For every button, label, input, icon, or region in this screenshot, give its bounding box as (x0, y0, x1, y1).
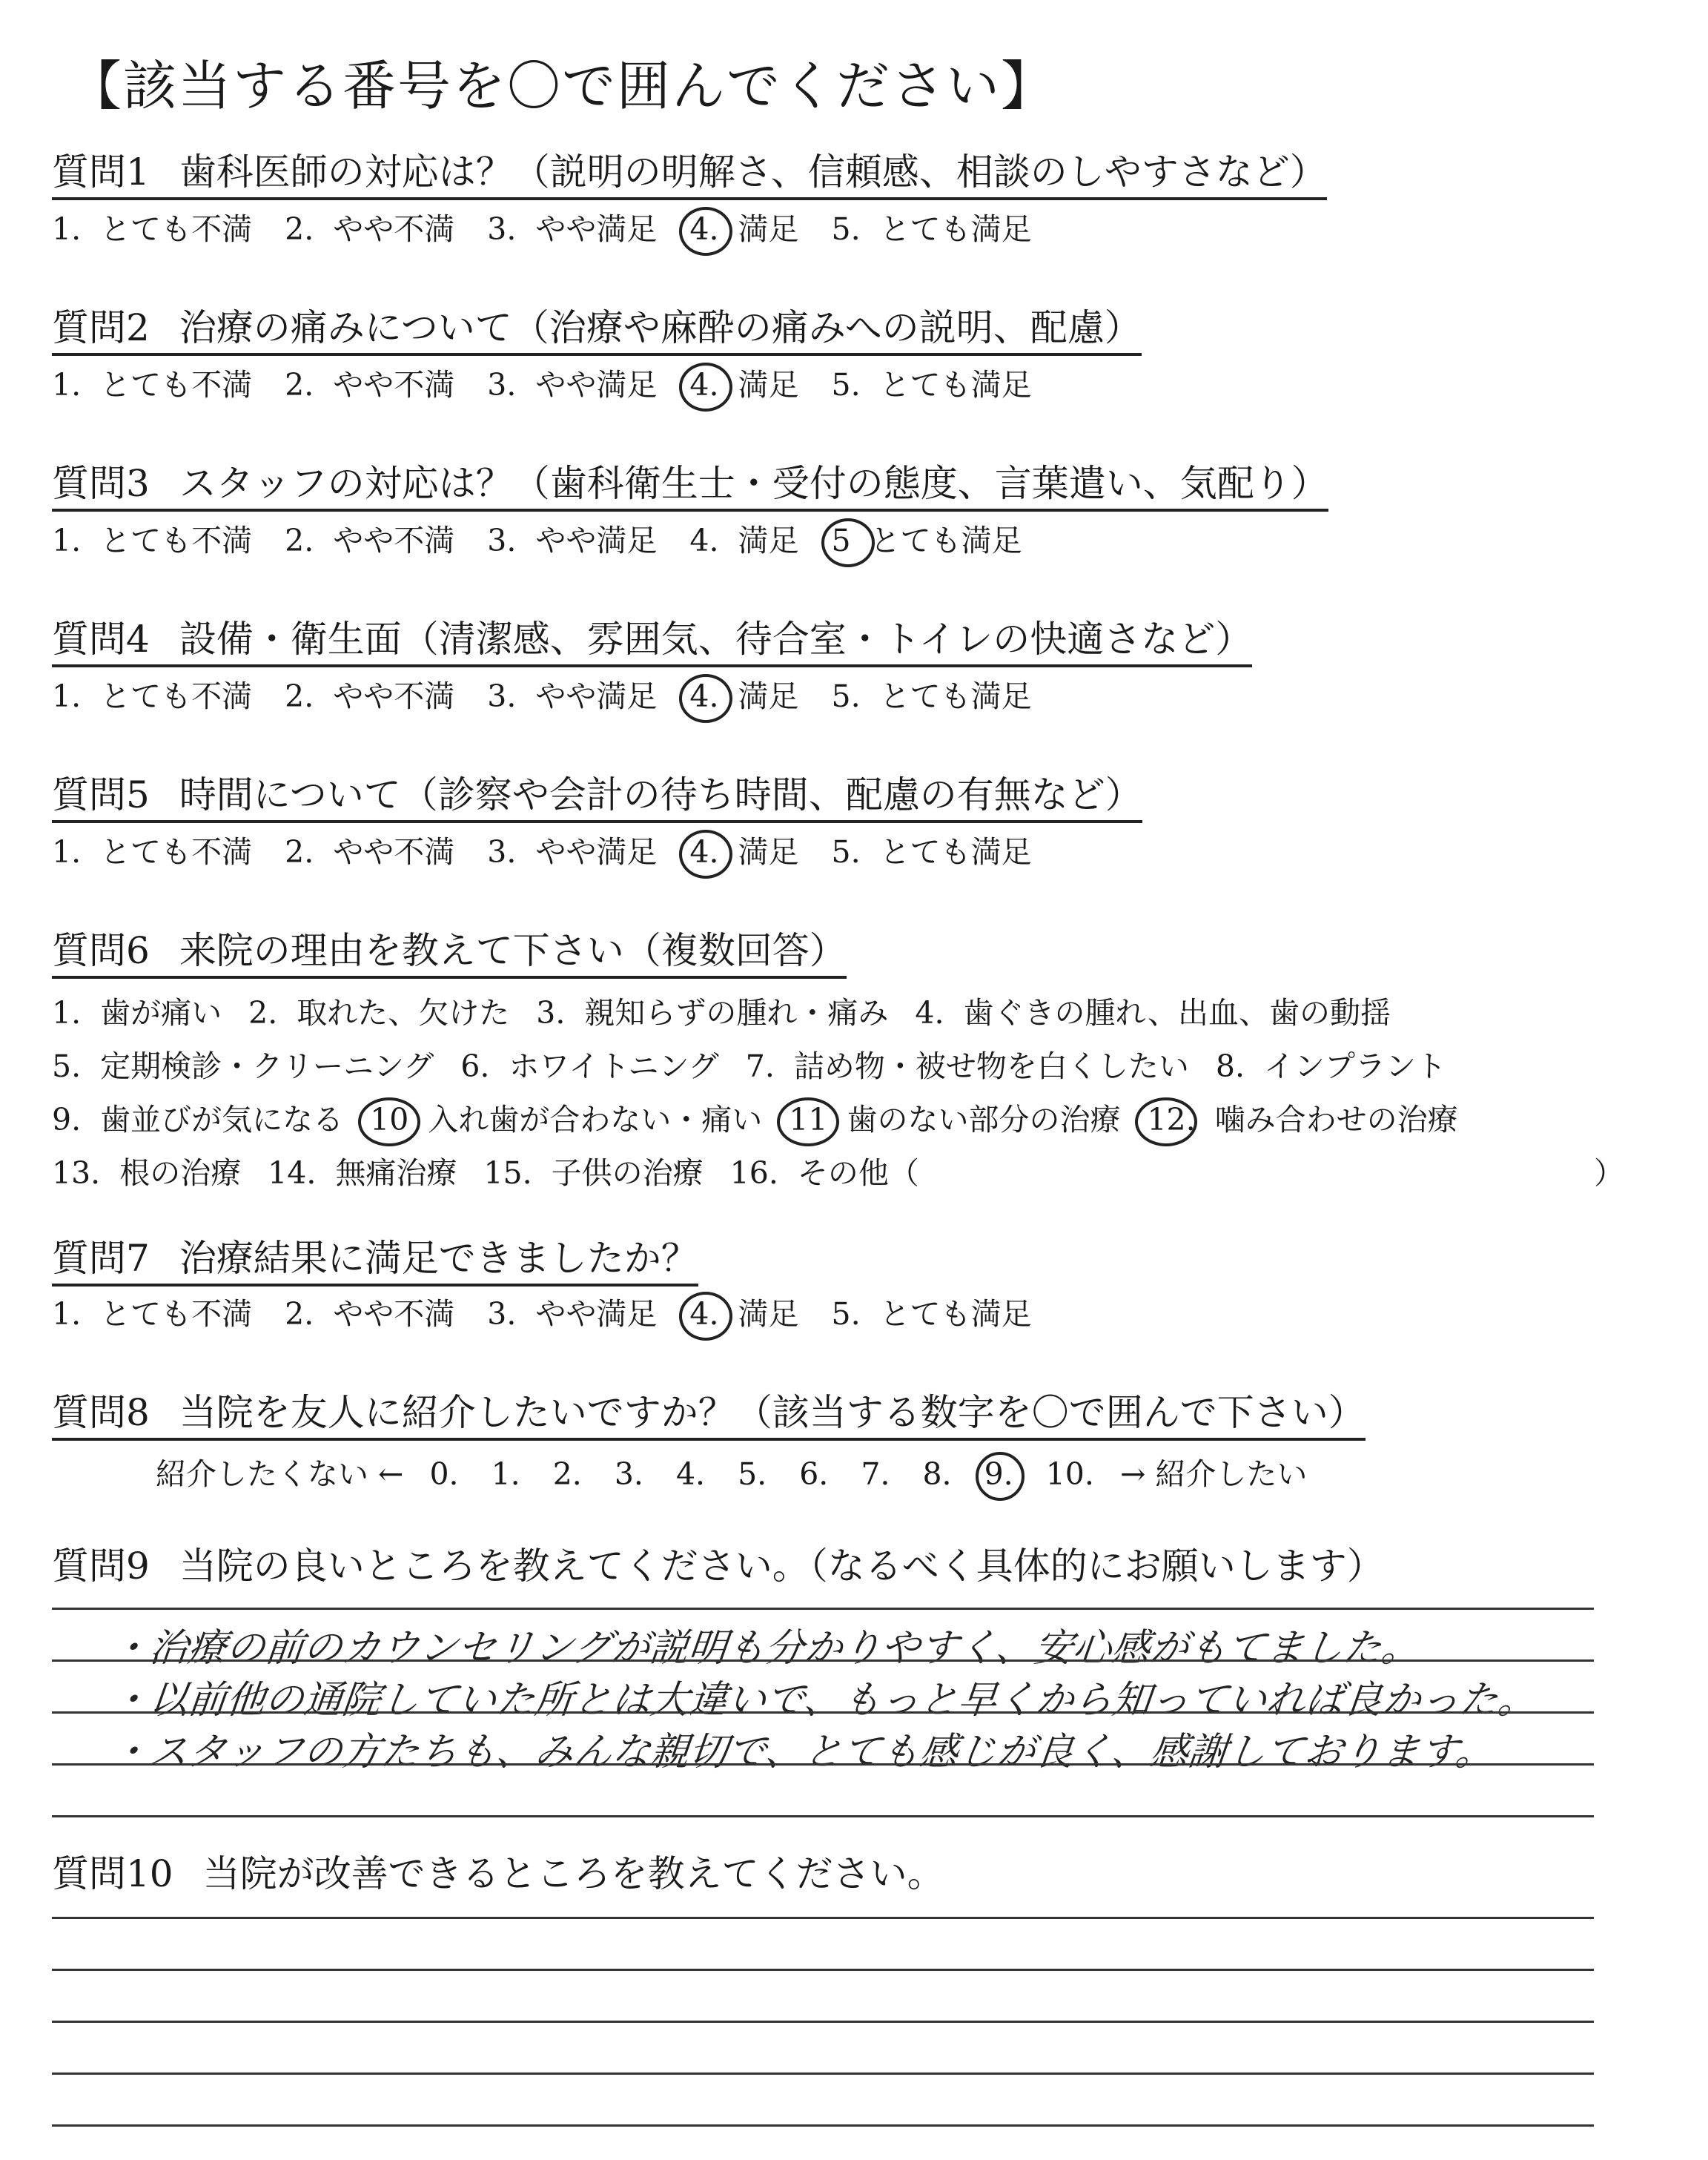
rating-options-q4 (52, 678, 1065, 715)
question-8 (52, 1393, 1366, 1441)
question-text: 当院を友人に紹介したいですか？（該当する数字を〇で囲んで下さい） (179, 1391, 1366, 1434)
reason-row-2 (52, 1042, 1473, 1086)
question-2 (52, 308, 1142, 356)
rating-option-5[interactable]: 5. とても満足 (831, 678, 1032, 714)
question-number: 質問5 (52, 773, 150, 816)
question-number: 質問6 (52, 929, 150, 972)
question-number: 質問10 (52, 1852, 173, 1895)
answer-line[interactable] (52, 1969, 1594, 1971)
other-close-paren: ） (1594, 1155, 1624, 1191)
question-text: 来院の理由を教えて下さい（複数回答） (179, 929, 847, 972)
rating-option-4-selected[interactable]: 4. 満足 (689, 1296, 799, 1332)
reason-row-1 (52, 988, 1417, 1032)
scale-value[interactable]: 8. (922, 1456, 952, 1492)
reason-option[interactable]: 3. 親知らずの腫れ・痛み (536, 995, 889, 1031)
rating-option-4[interactable]: 4. 満足 (689, 523, 799, 558)
reason-option[interactable]: 2. 取れた、欠けた (248, 995, 510, 1031)
scale-value[interactable]: 1. (491, 1456, 520, 1492)
question-9 (52, 1546, 1384, 1591)
scale-value[interactable]: 6. (799, 1456, 829, 1492)
scale-value[interactable]: 0. (429, 1456, 459, 1492)
question-text: スタッフの対応は？（歯科衛生士・受付の態度、言葉遣い、気配り） (179, 462, 1328, 505)
rating-option-2[interactable]: 2. やや不満 (285, 523, 455, 558)
answer-line[interactable] (52, 2021, 1594, 2023)
rating-option-4-selected[interactable]: 4. 満足 (689, 211, 799, 247)
rating-option-5-selected[interactable]: 5 とても満足 (831, 523, 1022, 558)
reason-option[interactable]: 7. 詰め物・被せ物を白くしたい (745, 1048, 1189, 1084)
question-number: 質問1 (52, 151, 150, 194)
scale-value[interactable]: 7. (861, 1456, 890, 1492)
scale-right-label: → 紹介したい (1119, 1456, 1308, 1492)
question-1 (52, 152, 1327, 200)
rating-option-4-selected[interactable]: 4. 満足 (689, 834, 799, 870)
answer-line[interactable] (52, 1815, 1594, 1817)
question-number: 質問3 (52, 462, 150, 505)
answer-line[interactable] (52, 2073, 1594, 2075)
handwritten-answer: ・治療の前のカウンセリングが説明も分かりやすく、安心感がもてました。 (108, 1626, 1423, 1671)
handwritten-answer: ・以前他の通院していた所とは大違いで、もっと早くから知っていれば良かった。 (108, 1678, 1539, 1723)
reason-option-selected[interactable]: 10 入れ歯が合わない・痛い (370, 1102, 763, 1137)
rating-option-3[interactable]: 3. やや満足 (487, 834, 658, 870)
rating-option-5[interactable]: 5. とても満足 (831, 211, 1032, 247)
rating-option-1[interactable]: 1. とても不満 (52, 1296, 253, 1332)
rating-option-2[interactable]: 2. やや不満 (285, 1296, 455, 1332)
reason-option[interactable]: 9. 歯並びが気になる (52, 1102, 344, 1137)
question-text: 当院が改善できるところを教えてください。 (202, 1852, 944, 1895)
reason-option[interactable]: 14. 無痛治療 (268, 1155, 457, 1191)
scale-value[interactable]: 5. (738, 1456, 767, 1492)
question-6 (52, 931, 847, 979)
question-text: 治療の痛みについて（治療や麻酔の痛みへの説明、配慮） (179, 306, 1142, 349)
reason-option[interactable]: 4. 歯ぐきの腫れ、出血、歯の動揺 (915, 995, 1391, 1031)
question-3 (52, 463, 1328, 512)
recommend-scale (156, 1450, 1307, 1493)
question-text: 設備・衛生面（清潔感、雰囲気、待合室・トイレの快適さなど） (179, 618, 1253, 661)
rating-option-3[interactable]: 3. やや満足 (487, 523, 658, 558)
rating-option-3[interactable]: 3. やや満足 (487, 211, 658, 247)
scale-value[interactable]: 4. (675, 1456, 706, 1492)
question-5 (52, 775, 1142, 823)
reason-option-selected[interactable]: 12. 噛み合わせの治療 (1147, 1102, 1458, 1137)
question-number: 質問8 (52, 1391, 150, 1434)
question-10 (52, 1854, 944, 1899)
rating-options-q7 (52, 1296, 1065, 1332)
reason-row-4 (52, 1149, 946, 1192)
reason-option-other[interactable]: 16. その他（ (729, 1155, 919, 1191)
rating-option-1[interactable]: 1. とても不満 (52, 211, 253, 247)
reason-option[interactable]: 1. 歯が痛い (52, 995, 222, 1031)
answer-line (52, 1608, 1594, 1610)
rating-options-q2 (52, 367, 1065, 403)
question-text: 歯科医師の対応は？（説明の明解さ、信頼感、相談のしやすさなど） (179, 151, 1327, 194)
answer-line (52, 1763, 1594, 1766)
rating-option-3[interactable]: 3. やや満足 (487, 367, 658, 403)
rating-option-4-selected[interactable]: 4. 満足 (689, 678, 799, 714)
rating-option-1[interactable]: 1. とても不満 (52, 678, 253, 714)
rating-option-1[interactable]: 1. とても不満 (52, 834, 253, 870)
question-text: 当院の良いところを教えてください。（なるべく具体的にお願いします） (179, 1545, 1384, 1588)
reason-row-3 (52, 1095, 1485, 1139)
question-number: 質問2 (52, 306, 150, 349)
reason-option[interactable]: 13. 根の治療 (52, 1155, 242, 1191)
rating-option-1[interactable]: 1. とても不満 (52, 523, 253, 558)
scale-value[interactable]: 3. (614, 1456, 643, 1492)
scale-value[interactable]: 2. (552, 1456, 582, 1492)
rating-option-2[interactable]: 2. やや不満 (285, 678, 455, 714)
reason-option[interactable]: 5. 定期検診・クリーニング (52, 1048, 434, 1084)
question-number: 質問9 (52, 1545, 150, 1588)
answer-line[interactable] (52, 2124, 1594, 2127)
question-number: 質問7 (52, 1237, 150, 1280)
handwritten-answer: ・スタッフの方たちも、みんな親切で、とても感じが良く、感謝しております。 (108, 1730, 1497, 1774)
rating-option-3[interactable]: 3. やや満足 (487, 678, 658, 714)
question-7 (52, 1238, 698, 1287)
question-text: 時間について（診察や会計の待ち時間、配慮の有無など） (179, 773, 1142, 816)
scale-value-selected[interactable]: 9. (984, 1456, 1013, 1492)
rating-option-5[interactable]: 5. とても満足 (831, 834, 1032, 870)
rating-option-3[interactable]: 3. やや満足 (487, 1296, 658, 1332)
scale-left-label: 紹介したくない ← (156, 1456, 404, 1492)
rating-options-q3 (52, 523, 1055, 559)
answer-line (52, 1711, 1594, 1714)
rating-option-4-selected[interactable]: 4. 満足 (689, 367, 799, 403)
rating-options-q1 (52, 211, 1065, 248)
answer-line[interactable] (52, 1917, 1594, 1919)
rating-option-5[interactable]: 5. とても満足 (831, 1296, 1032, 1332)
rating-option-2[interactable]: 2. やや不満 (285, 834, 455, 870)
question-text: 治療結果に満足できましたか？ (179, 1237, 698, 1280)
question-4 (52, 619, 1252, 667)
reason-option[interactable]: 15. 子供の治療 (483, 1155, 704, 1191)
page-title: 【該当する番号を〇で囲んでください】 (68, 55, 1056, 117)
answer-line (52, 1659, 1594, 1662)
reason-option-selected[interactable]: 11 歯のない部分の治療 (789, 1102, 1121, 1137)
rating-option-1[interactable]: 1. とても不満 (52, 367, 253, 403)
reason-option[interactable]: 8. インプラント (1215, 1048, 1446, 1084)
rating-options-q5 (52, 834, 1065, 871)
scale-value[interactable]: 10. (1045, 1456, 1094, 1492)
rating-option-2[interactable]: 2. やや不満 (285, 367, 455, 403)
reason-option[interactable]: 6. ホワイトニング (460, 1048, 719, 1084)
rating-option-5[interactable]: 5. とても満足 (831, 367, 1032, 403)
rating-option-2[interactable]: 2. やや不満 (285, 211, 455, 247)
question-number: 質問4 (52, 618, 150, 661)
